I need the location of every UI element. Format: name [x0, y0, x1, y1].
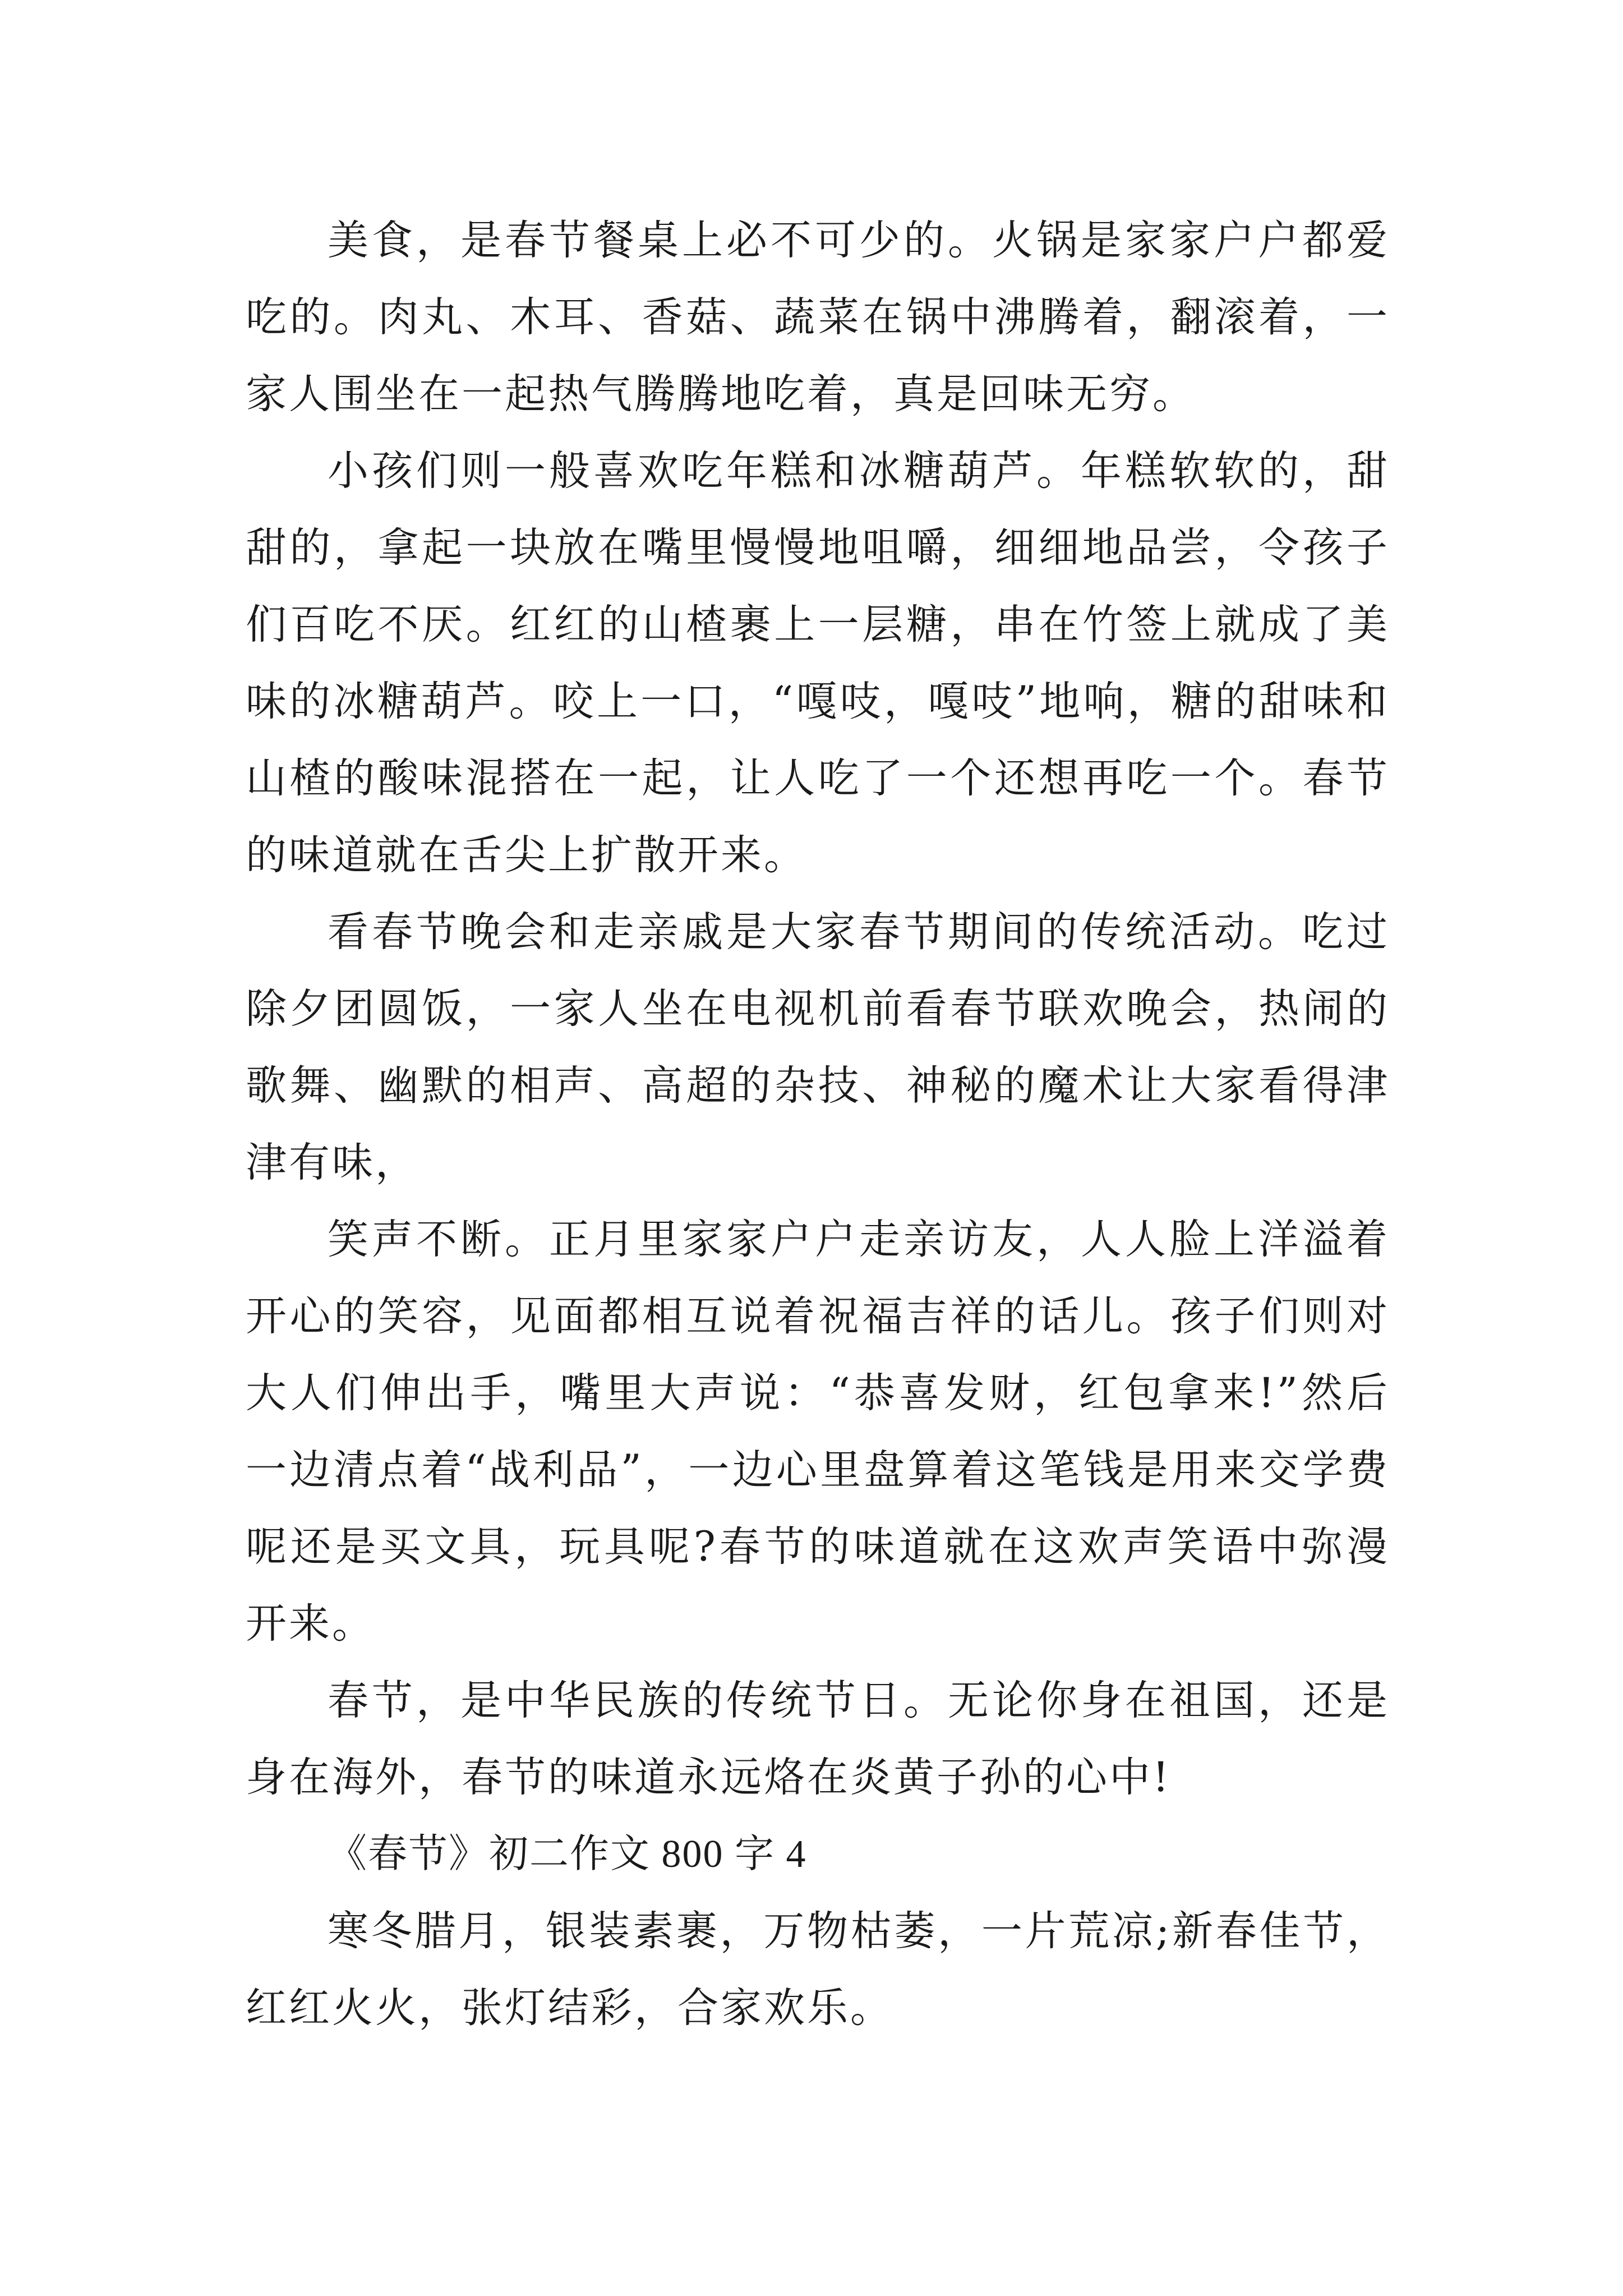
section-title: 《春节》初二作文 800 字 4: [328, 1833, 807, 1876]
paragraph-gala: 看春节晚会和走亲戚是大家春节期间的传统活动。吃过除夕团圆饭，一家人坐在电视机前看春节联欢晚会，热闹的歌舞、幽默的相声、高超的杂技、神秘的魔术让大家看得津津有味，: [246, 908, 1390, 1186]
paragraph-conclusion: 春节，是中华民族的传统节日。无论你身在祖国，还是身在海外，春节的味道永远烙在炎黄子孙的心中!: [246, 1677, 1390, 1801]
document-body: [246, 202, 1390, 2046]
paragraph-visiting: 笑声不断。正月里家家户户走亲访友，人人脸上洋溢着开心的笑容，见面都相互说着祝福吉祥的话儿。孩子们则对大人们伸出手，嘴里大声说：“恭喜发财，红包拿来!”然后一边清点着“战利品”，一边心里盘算着这笔钱是用来交学费呢还是买文具，玩具呢?春节的味道就在这欢声笑语中弥漫开来。: [246, 1216, 1390, 1648]
paragraph-food: 美食，是春节餐桌上必不可少的。火锅是家家户户都爱吃的。肉丸、木耳、香菇、蔬菜在锅中沸腾着，翻滚着，一家人围坐在一起热气腾腾地吃着，真是回味无穷。: [246, 217, 1390, 418]
paragraph-winter: 寒冬腊月，银装素裹，万物枯萎，一片荒凉;新春佳节，红红火火，张灯结彩，合家欢乐。: [246, 1907, 1390, 2032]
paragraph-snacks: 小孩们则一般喜欢吃年糕和冰糖葫芦。年糕软软的，甜甜的，拿起一块放在嘴里慢慢地咀嚼，细细地品尝，令孩子们百吃不厌。红红的山楂裹上一层糖，串在竹签上就成了美味的冰糖葫芦。咬上一口，“嘎吱，嘎吱”地响，糖的甜味和山楂的酸味混搭在一起，让人吃了一个还想再吃一个。春节的味道就在舌尖上扩散开来。: [246, 447, 1390, 879]
